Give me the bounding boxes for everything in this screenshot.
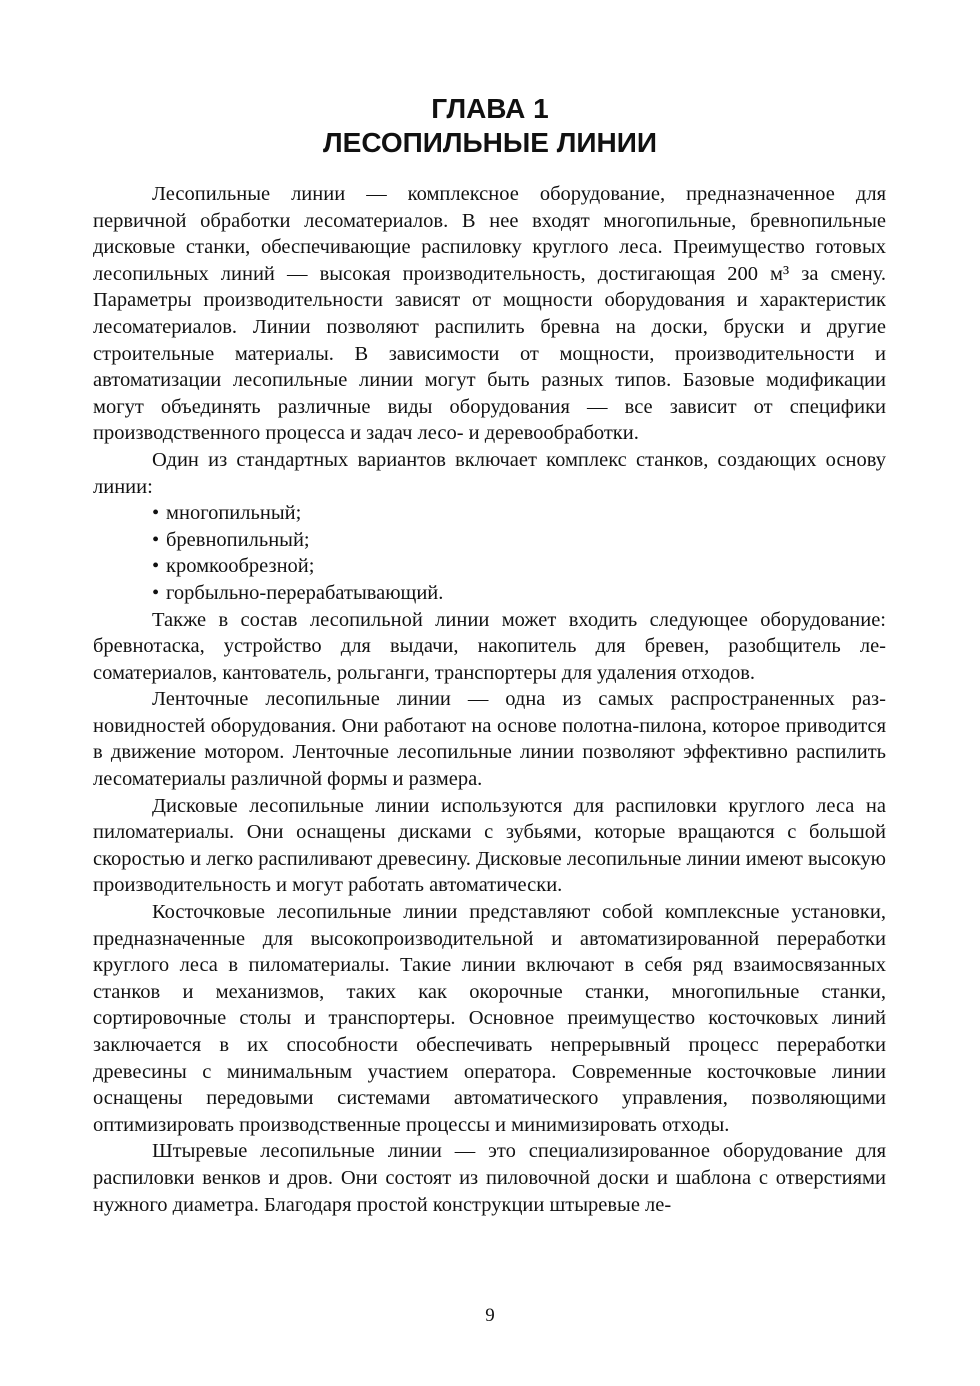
- body-text: [93, 181, 886, 1218]
- paragraph-stone-lines: Косточковые лесопильные линии представляют собой комплексные установки, предназначенные для высокопроизводительной и автоматизированной переработки круглого леса в пиломатериалы. Такие линии включают в себя ряд взаимосвязанных станков и механизмов, таких как окорочные станки, многопильные станки, сортировочные столы и транспортеры. Основное преимущество косточковых линий заключается в их способности обеспечивать непрерывный процесс переработки древесины с минимальным участием оператора. Современные косточковые линии оснащены передовыми системами автоматического управления, позволяющими оптимизировать производственные процессы и минимизировать отходы.: [93, 901, 886, 1136]
- bullet-icon: •: [152, 581, 160, 604]
- list-item: • бревнопильный;: [93, 527, 886, 554]
- paragraph-disc-lines: Дисковые лесопильные линии используются для распиловки круглого леса на пиломатериалы. Они оснащены дисками с зубьями, которые вращаются с большой скоростью и легко распиливают древесину. Дисковые лесопильные линии имеют высокую производительность и могут работать автоматически.: [93, 794, 886, 897]
- machine-list: [93, 500, 886, 606]
- bullet-icon: •: [152, 502, 160, 525]
- list-item: • кромкообрезной;: [93, 553, 886, 580]
- paragraph-additional-equipment: Также в состав лесопильной линии может входить следующее оборудование: бревнотаска, устройство для выдачи, накопитель для бревен, разобщитель лесоматериалов, кантователь, рольганги, транспортеры для удаления отходов.: [93, 608, 886, 684]
- chapter-heading: [0, 92, 980, 160]
- list-item: • многопильный;: [93, 500, 886, 527]
- page-number: 9: [485, 1305, 495, 1326]
- chapter-title: ЛЕСОПИЛЬНЫЕ ЛИНИИ: [323, 127, 657, 158]
- bullet-icon: •: [152, 555, 160, 578]
- paragraph-pin-lines: Штыревые лесопильные линии — это специализированное оборудование для распиловки венков и дров. Они состоят из пиловочной доски и шаблона с отверстиями нужного диаметра. Благодаря простой конструкции штыревые ле-: [93, 1140, 886, 1216]
- paragraph-band-lines: Ленточные лесопильные линии — одна из самых распространенных разновидностей оборудования. Они работают на основе полотна-пилона, которое приводится в движение мотором. Ленточные лесопильные линии позволяют эффективно распилить лесоматериалы различной формы и размера.: [93, 688, 886, 791]
- paragraph-intro: Лесопильные линии — комплексное оборудование, предназначенное для первичной обработки лесоматериалов. В нее входят многопильные, бревнопильные дисковые станки, обеспечивающие распиловку круглого леса. Преимущество готовых лесопильных линий — высокая производительность, достигающая 200 м³ за смену. Параметры производительности зависят от мощности оборудования и характеристик лесоматериалов. Линии позволяют распилить бревна на доски, бруски и другие строительные материалы. В зависимости от мощности, производительности и автоматизации лесопильные линии могут быть разных типов. Базовые модификации могут объединять различные виды оборудования — все зависит от специфики производственного процесса и задач лесо- и деревообработки.: [93, 183, 886, 445]
- list-item: • горбыльно-перерабатывающий.: [93, 580, 886, 607]
- paragraph-standard-variant: Один из стандартных вариантов включает комплекс станков, создающих основу линии:: [93, 448, 886, 498]
- bullet-icon: •: [152, 528, 160, 551]
- chapter-number: ГЛАВА 1: [431, 93, 549, 124]
